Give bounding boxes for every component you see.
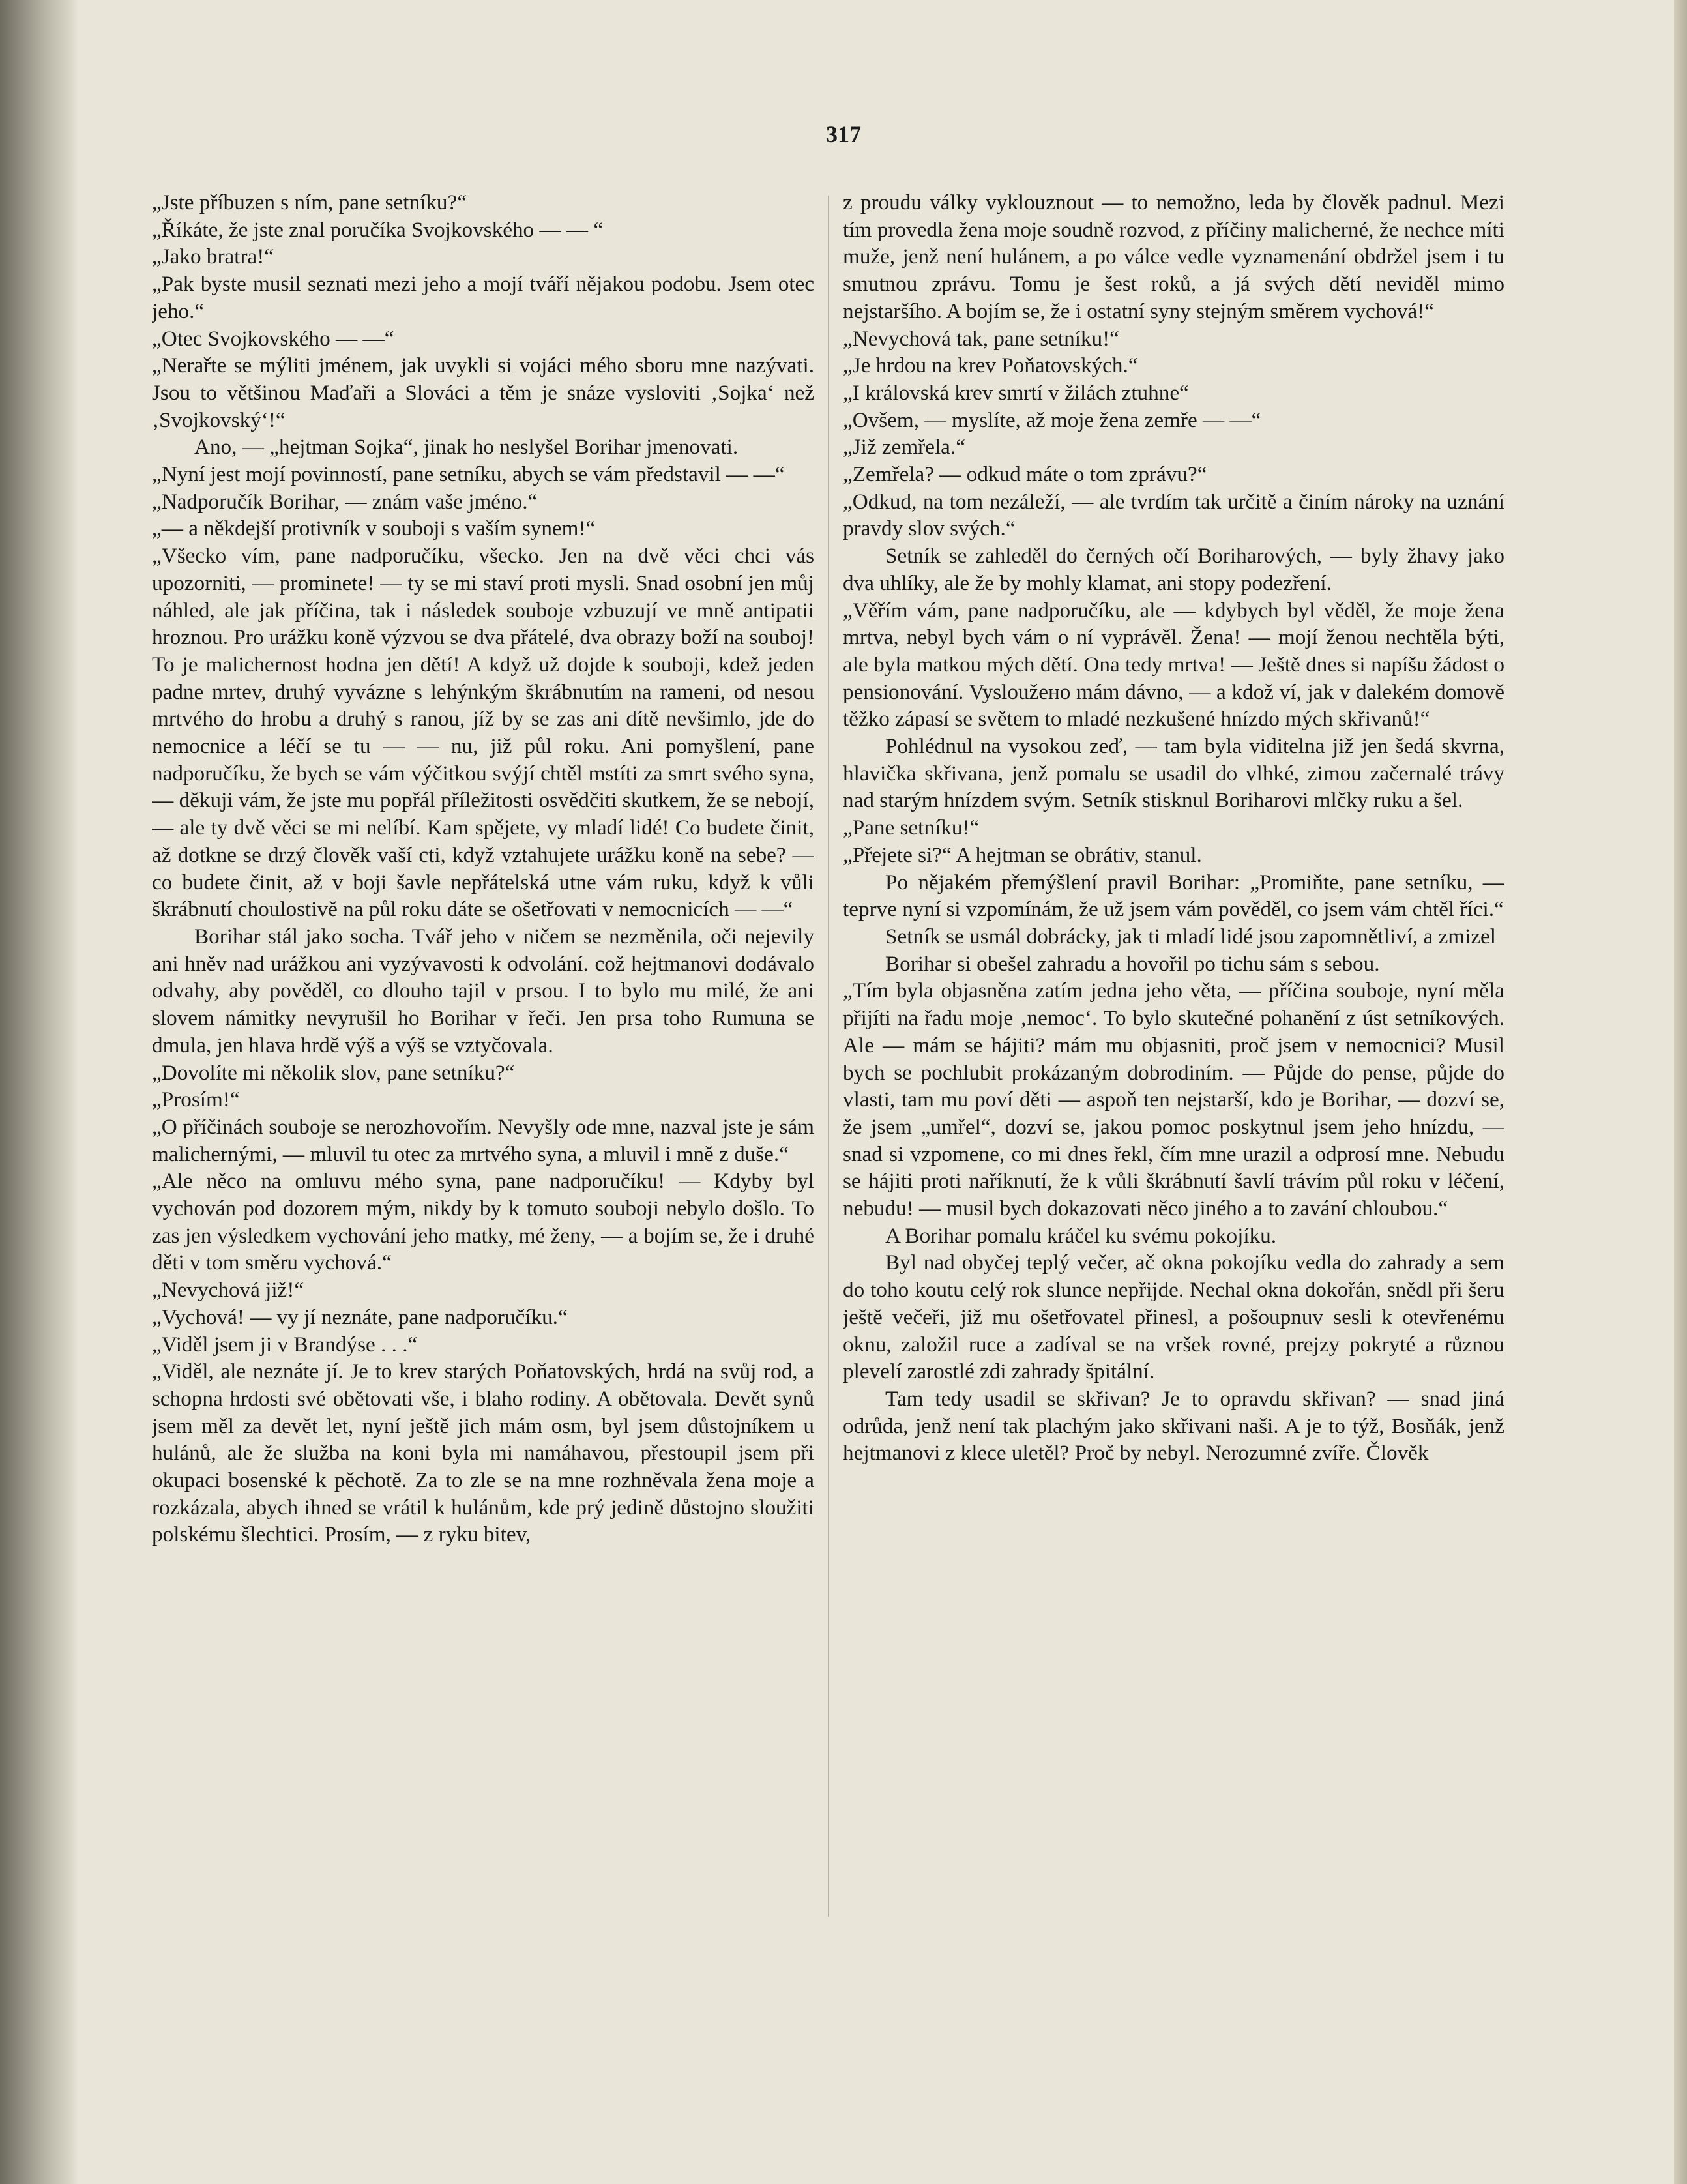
paragraph: „Věřím vám, pane nadporučíku, ale — kdybych byl věděl, že moje žena mrtva, nebyl bych vám o ní vyprávěl. Žena! — mojí ženou nechtěla býti, ale byla matkou mých dětí. Ona tedy mrtva! — Ještě dnes si napíšu žádost o pensionování. Vysloužено mám dávno, — a kdož ví, jak v dalekém domově těžko zápasí se světem to mladé nezkušené hnízdo mých skřivanů!“ (843, 598, 1504, 731)
paragraph: „Přejete si?“ A hejtman se obrátiv, stanul. (843, 842, 1202, 867)
paragraph: Setník se zahleděl do černých očí Boriharových, — byly žhavy jako dva uhlíky, ale že by mohly klamat, ani stopy podezření. (843, 544, 1504, 595)
page-number: 317 (826, 121, 861, 147)
paragraph: „Tím byla objasněna zatím jedna jeho věta, — příčina souboje, nyní měla přijíti na řadu moje ‚nemoc‘. To bylo skutečné pohanění z úst setníkových. Ale — mám se hájiti? mám mu objasniti, proč jsem v nemocnici? Musil bych se pochlubit prokázaným dobrodiním. — Půjde do pense, půjde do vlasti, tam mu poví děti — aspoň ten nejstarší, kdo je Borihar, — dozví se, že jsem „umřel“, dozví se, jakou pomoc poskytnul jsem jeho hnízdu, — snad si vzpomene, co mi dnes řekl, čím mne urazil a odprosí mne. Nebudu se hájiti proti naříknutí, že k vůli škrábnutí šavlí trávím půl roku v léčení, nebudu! — musil bych dokazovati něco jiného a to zavání chloubou.“ (843, 979, 1504, 1221)
paragraph: „Dovolíte mi několik slov, pane setníku?“ (152, 1060, 515, 1085)
paragraph: „Říkáte, že jste znal poručíka Svojkovského — — “ (152, 217, 604, 242)
paragraph: z proudu války vyklouznout — to nemožno, leda by člověk padnul. Mezi tím provedla žena moje soudně rozvod, z příčiny malicherné, že nechce míti muže, jenž není hulánem, a po válce vedle vyznamenání obdržel jsem i tu smutnou zprávu. Tomu je šest roků, a já svých dětí neviděl mimo nejstaršího. A bojím se, že i ostatní syny stejným směrem vychová!“ (843, 190, 1504, 323)
paragraph: „— a někdejší protivník v souboji s vaším synem!“ (152, 516, 596, 541)
book-gutter-shadow (0, 0, 78, 2184)
paragraph: „Nadporučík Borihar, — znám vaše jméno.“ (152, 489, 538, 514)
paragraph: „Jako bratra!“ (152, 244, 274, 269)
paragraph: Tam tedy usadil se skřivan? Je to opravdu skřivan? — snad jiná odrůda, jenž není tak plachým jako skřivani naši. A je to týž, Bosňák, jenž hejtmanovi z klece uletěl? Proč by nebyl. Nerozumné zvíře. Člověk (843, 1386, 1504, 1466)
right-text-column (843, 189, 1504, 1917)
paragraph: „Odkud, na tom nezáleží, — ale tvrdím tak určitě a činím nároky na uznání pravdy slov svých.“ (843, 489, 1504, 541)
paragraph: „Je hrdou na krev Poňatovských.“ (843, 353, 1138, 378)
paragraph: A Borihar pomalu kráčel ku svému pokojíku. (885, 1223, 1277, 1248)
paragraph: Ano, — „hejtman Sojka“, jinak ho neslyšel Borihar jmenovati. (194, 435, 739, 460)
paragraph: „Ale něco na omluvu mého syna, pane nadporučíku! — Kdyby byl vychován pod dozorem mým, nikdy by k tomuto souboji nebylo došlo. To zas jen výsledkem vychování jeho matky, mé ženy, — a bojím se, že i druhé děti v tom směru vychová.“ (152, 1169, 814, 1275)
paragraph: Po nějakém přemýšlení pravil Borihar: „Promiňte, pane setníku, — teprve nyní si vzpomínám, že už jsem vám pověděl, co jsem vám chtěl říci.“ (843, 870, 1504, 922)
paragraph: „Nyní jest mojí povinností, pane setníku, abych se vám představil — —“ (152, 462, 785, 487)
paragraph: „Ovšem, — myslíte, až moje žena zemře — —“ (843, 407, 1261, 432)
paragraph: Borihar si obešel zahradu a hovořil po tichu sám s sebou. (885, 951, 1380, 976)
page-edge (1674, 0, 1687, 2184)
paragraph: „Již zemřela.“ (843, 435, 965, 460)
left-text-column (152, 189, 814, 1917)
column-divider (828, 196, 829, 1917)
paragraph: Byl nad obyčej teplý večer, ač okna pokojíku vedla do zahrady a sem do toho koutu celý rok slunce nepřijde. Nechal okna dokořán, snědl při šeru ještě večeři, již mu ošetřovatel přinesl, a pošoupnuv sesli k otevřenému oknu, založil ruce a zadíval se na vršek rovné, prejzy pokryté a různou plevelí zarostlé zdi zahrady špitální. (843, 1250, 1504, 1384)
paragraph: „Prosím!“ (152, 1087, 240, 1112)
paragraph: „Nevychová tak, pane setníku!“ (843, 326, 1119, 351)
paragraph: „Zemřela? — odkud máte o tom zprávu?“ (843, 462, 1207, 487)
paragraph: „Všecko vím, pane nadporučíku, všecko. Jen na dvě věci chci vás upozorniti, — prominete! — ty se mi staví proti mysli. Snad osobní jen můj náhled, ale jak příčina, tak i následek souboje vzbuzují ve mně antipatii hroznou. Pro urážku koně výzvou se dva přátelé, dva obrazy boží na souboj! To je malichernost hodna jen dětí! A když už dojde k souboji, kdež jeden padne mrtev, druhý vyvázne s lehýnkým škrábnutím na rameni, od nesou mrtvého do hrobu a druhý s ranou, jíž by se zas ani dítě nevšimlo, jde do nemocnice a léčí se tu — — nu, již půl roku. Ani pomyšlení, pane nadporučíku, že bych se vám výčitkou svýjí chtěl mstíti za smrt svého syna, — děkuji vám, že jste mu popřál příležitosti osvědčiti skutkem, že se nebojí, — ale ty dvě věci se mi nelíbí. Kam spějete, vy mladí lidé! Co budete činit, až dotkne se drzý člověk vaší cti, když vztahujete urážku koně na sebe? — co budete činit, až v boji šavle nepřátelská utne vám ruku, když k vůli škrábnutí choulostivě na půl roku dáte se ošetřovati v nemocnicích — —“ (152, 544, 814, 922)
paragraph: Borihar stál jako socha. Tvář jeho v ničem se nezměnila, oči nejevily ani hněv nad urážkou ani vyzývavosti k odvolání. což hejtmanovi dodávalo odvahy, aby pověděl, co dlouho tajil v prsou. I to bylo mu milé, že ani slovem námitky nevyrušil ho Borihar v řeči. Jen prsa toho Rumuna se dmula, jen hlava hrdě výš a výš se vztyčovala. (152, 924, 814, 1057)
paragraph: „Pane setníku!“ (843, 816, 980, 840)
paragraph: Setník se usmál dobrácky, jak ti mladí lidé jsou zapomnětliví, a zmizel (885, 924, 1497, 949)
paragraph: „Viděl, ale neznáte jí. Je to krev starých Poňatovských, hrdá na svůj rod, a schopna hrdosti své obětovati vše, i blaho rodiny. A obětovala. Devět synů jsem měl za devět let, nyní ještě jich mám osm, byl jsem důstojníkem u hulánů, ale že služba na koni byla mi namáhavou, přestoupil jsem při okupaci bosenské k pěchotě. Za to zle se na mne rozhněvala žena moje a rozkázala, abych ihned se vrátil k hulánům, kde prý jedině důstojno sloužiti polskému šlechtici. Prosím, — z ryku bitev, (152, 1359, 814, 1547)
paragraph: „O příčinách souboje se nerozhovořím. Nevyšly ode mne, nazval jste je sám malichernými, — mluvil tu otec za mrtvého syna, a mluvil i mně z duše.“ (152, 1114, 814, 1166)
paragraph: „Vychová! — vy jí neznáte, pane nadporučíku.“ (152, 1305, 568, 1329)
paragraph: „Pak byste musil seznati mezi jeho a mojí tváří nějakou podobu. Jsem otec jeho.“ (152, 272, 814, 323)
paragraph: Pohlédnul na vysokou zeď, — tam byla viditelna již jen šedá skvrna, hlavička skřivana, jenž pomalu se usadil do vlhké, zimou začernalé trávy nad starým hnízdem svým. Setník stisknul Boriharovi mlčky ruku a šel. (843, 734, 1504, 813)
paragraph: „Viděl jsem ji v Brandýse . . .“ (152, 1332, 418, 1357)
paragraph: „Nevychová již!“ (152, 1278, 304, 1303)
paragraph: „Jste příbuzen s ním, pane setníku?“ (152, 190, 467, 214)
paragraph: „Otec Svojkovského — —“ (152, 326, 394, 351)
paragraph: „I královská krev smrtí v žilách ztuhne“ (843, 380, 1189, 405)
paragraph: „Nerařte se mýliti jménem, jak uvykli si vojáci mého sboru mne nazývati. Jsou to většinou Maďaři a Slováci a těm je snáze vysloviti ‚Sojka‘ než ‚Svojkovský‘!“ (152, 353, 814, 432)
